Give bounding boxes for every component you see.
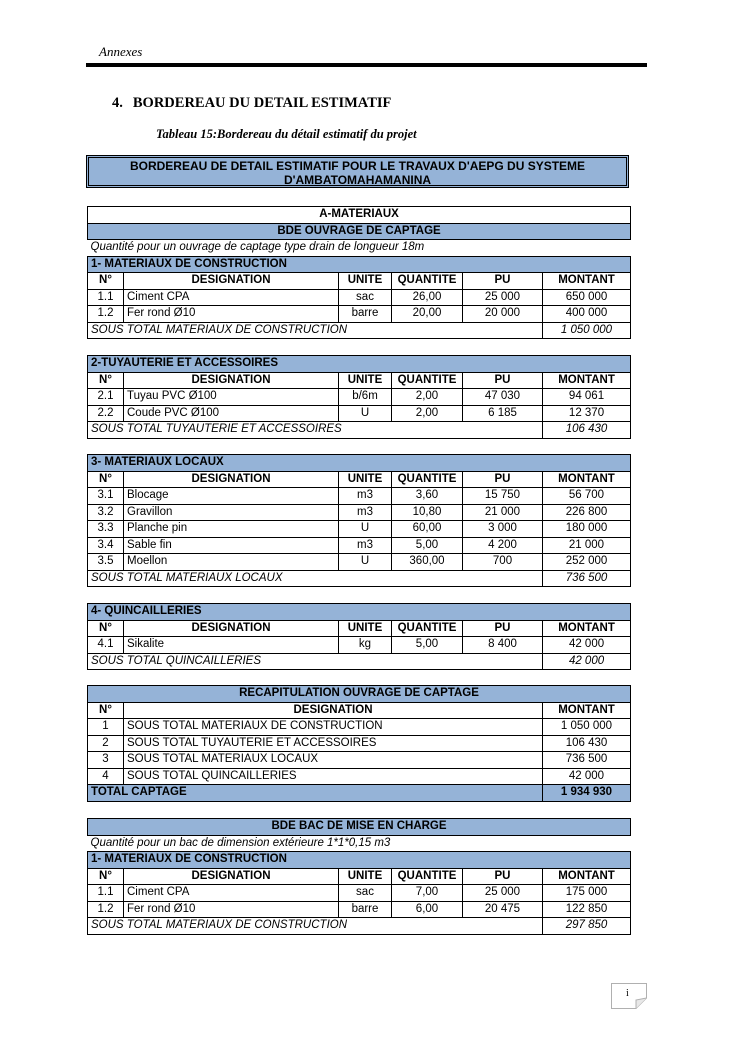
cell-unite: m3: [339, 504, 392, 521]
subtotal-label: SOUS TOTAL QUINCAILLERIES: [88, 653, 543, 670]
cell-quantite: 2,00: [392, 405, 463, 422]
cell-n: 3.5: [88, 554, 124, 571]
col-designation: DESIGNATION: [124, 702, 543, 719]
cell-pu: 8 400: [463, 637, 543, 654]
col-quantite: QUANTITE: [392, 868, 463, 885]
subtotal-row: [88, 322, 631, 339]
cell-pu: 4 200: [463, 537, 543, 554]
captage-note: Quantité pour un ouvrage de captage type drain de longueur 18m: [90, 241, 425, 254]
group-title: 3- MATERIAUX LOCAUX: [88, 455, 631, 472]
cell-pu: 3 000: [463, 521, 543, 538]
table-row: [88, 537, 631, 554]
column-header-row: [88, 702, 631, 719]
cell-designation: Coude PVC Ø100: [124, 405, 339, 422]
cell-quantite: 5,00: [392, 637, 463, 654]
cell-unite: sac: [339, 289, 392, 306]
col-designation: DESIGNATION: [124, 471, 339, 488]
group-title: 1- MATERIAUX DE CONSTRUCTION: [88, 852, 631, 869]
subtotal-row: [88, 918, 631, 935]
cell-designation: Gravillon: [124, 504, 339, 521]
col-n: N°: [88, 471, 124, 488]
cell-montant: 42 000: [543, 637, 631, 654]
cell-unite: sac: [339, 885, 392, 902]
group-title: 1- MATERIAUX DE CONSTRUCTION: [88, 256, 631, 273]
cell-designation: Sikalite: [124, 637, 339, 654]
col-montant: MONTANT: [543, 372, 631, 389]
table-row: [88, 521, 631, 538]
col-unite: UNITE: [339, 868, 392, 885]
col-n: N°: [88, 702, 124, 719]
cell-designation: Moellon: [124, 554, 339, 571]
cell-quantite: 6,00: [392, 901, 463, 918]
cell-pu: 21 000: [463, 504, 543, 521]
table-row: [88, 719, 631, 736]
table-row: [88, 637, 631, 654]
cell-n: 2: [88, 735, 124, 752]
table-row: [88, 885, 631, 902]
col-pu: PU: [463, 471, 543, 488]
col-pu: PU: [463, 620, 543, 637]
col-montant: MONTANT: [543, 868, 631, 885]
cell-n: 2.2: [88, 405, 124, 422]
cell-n: 3.4: [88, 537, 124, 554]
cell-designation: SOUS TOTAL QUINCAILLERIES: [124, 768, 543, 785]
cell-montant: 180 000: [543, 521, 631, 538]
col-quantite: QUANTITE: [392, 273, 463, 290]
cell-designation: Ciment CPA: [124, 289, 339, 306]
cell-n: 1.2: [88, 306, 124, 323]
col-n: N°: [88, 273, 124, 290]
cell-pu: 47 030: [463, 389, 543, 406]
cell-designation: SOUS TOTAL MATERIAUX LOCAUX: [124, 752, 543, 769]
cell-designation: Ciment CPA: [124, 885, 339, 902]
cell-unite: U: [339, 521, 392, 538]
cell-quantite: 10,80: [392, 504, 463, 521]
cell-n: 2.1: [88, 389, 124, 406]
column-header-row: [88, 273, 631, 290]
recap-table: [87, 685, 631, 802]
main-title-line1: BORDEREAU DE DETAIL ESTIMATIF POUR LE TRAVAUX D'AEPG DU SYSTEME: [129, 159, 586, 173]
cell-designation: SOUS TOTAL TUYAUTERIE ET ACCESSOIRES: [124, 735, 543, 752]
cell-unite: m3: [339, 537, 392, 554]
column-header-row: [88, 471, 631, 488]
cell-pu: 20 000: [463, 306, 543, 323]
tuyauterie-table: [87, 355, 631, 439]
cell-n: 1.2: [88, 901, 124, 918]
table-row: [88, 504, 631, 521]
cell-n: 3.3: [88, 521, 124, 538]
cell-montant: 736 500: [543, 752, 631, 769]
section-number: 4.: [112, 95, 123, 111]
subtotal-row: [88, 570, 631, 587]
subtotal-value: 297 850: [543, 918, 631, 935]
cell-n: 1.1: [88, 885, 124, 902]
running-header: Annexes: [99, 44, 143, 59]
cell-n: 4.1: [88, 637, 124, 654]
ouvrage-captage-title: BDE OUVRAGE DE CAPTAGE: [88, 223, 631, 240]
col-montant: MONTANT: [543, 702, 631, 719]
col-unite: UNITE: [339, 273, 392, 290]
table-row: [88, 735, 631, 752]
col-n: N°: [88, 620, 124, 637]
cell-n: 1: [88, 719, 124, 736]
total-label: TOTAL CAPTAGE: [88, 785, 543, 802]
group-title: 4- QUINCAILLERIES: [88, 604, 631, 621]
bac-title: BDE BAC DE MISE EN CHARGE: [88, 819, 631, 836]
col-unite: UNITE: [339, 620, 392, 637]
cell-designation: Tuyau PVC Ø100: [124, 389, 339, 406]
table-row: [88, 901, 631, 918]
col-pu: PU: [463, 372, 543, 389]
cell-unite: barre: [339, 306, 392, 323]
bac-table: [87, 818, 631, 935]
column-header-row: [88, 620, 631, 637]
col-quantite: QUANTITE: [392, 372, 463, 389]
cell-quantite: 3,60: [392, 488, 463, 505]
group-title: 2-TUYAUTERIE ET ACCESSOIRES: [88, 356, 631, 373]
cell-montant: 106 430: [543, 735, 631, 752]
col-designation: DESIGNATION: [124, 372, 339, 389]
quincailleries-table: [87, 603, 631, 670]
materiaux-locaux-table: [87, 454, 631, 587]
cell-unite: b/6m: [339, 389, 392, 406]
col-n: N°: [88, 372, 124, 389]
table-row: [88, 389, 631, 406]
cell-montant: 94 061: [543, 389, 631, 406]
cell-pu: 6 185: [463, 405, 543, 422]
cell-unite: U: [339, 405, 392, 422]
cell-designation: SOUS TOTAL MATERIAUX DE CONSTRUCTION: [124, 719, 543, 736]
page-fold-icon: [611, 983, 647, 1009]
cell-pu: 25 000: [463, 885, 543, 902]
cell-pu: 20 475: [463, 901, 543, 918]
cell-designation: Blocage: [124, 488, 339, 505]
cell-designation: Fer rond Ø10: [124, 306, 339, 323]
col-montant: MONTANT: [543, 471, 631, 488]
cell-montant: 21 000: [543, 537, 631, 554]
materiaux-title: A-MATERIAUX: [88, 207, 631, 224]
subtotal-value: 42 000: [543, 653, 631, 670]
cell-designation: Fer rond Ø10: [124, 901, 339, 918]
col-pu: PU: [463, 273, 543, 290]
total-row: [88, 785, 631, 802]
table-row: [88, 488, 631, 505]
cell-n: 3.2: [88, 504, 124, 521]
section-title: BORDEREAU DU DETAIL ESTIMATIF: [132, 95, 392, 111]
col-designation: DESIGNATION: [124, 620, 339, 637]
cell-n: 1.1: [88, 289, 124, 306]
cell-montant: 226 800: [543, 504, 631, 521]
cell-quantite: 20,00: [392, 306, 463, 323]
column-header-row: [88, 372, 631, 389]
section-heading: [112, 95, 391, 112]
table-row: [88, 554, 631, 571]
col-designation: DESIGNATION: [124, 273, 339, 290]
page-number: i: [626, 988, 629, 999]
cell-quantite: 5,00: [392, 537, 463, 554]
header-rule: [86, 63, 647, 67]
cell-montant: 12 370: [543, 405, 631, 422]
subtotal-row: [88, 653, 631, 670]
subtotal-row: [88, 422, 631, 439]
bac-note: Quantité pour un bac de dimension extérieure 1*1*0,15 m3: [90, 836, 391, 849]
column-header-row: [88, 868, 631, 885]
table-row: [88, 289, 631, 306]
cell-quantite: 2,00: [392, 389, 463, 406]
subtotal-label: SOUS TOTAL MATERIAUX LOCAUX: [88, 570, 543, 587]
cell-quantite: 26,00: [392, 289, 463, 306]
cell-pu: 700: [463, 554, 543, 571]
subtotal-value: 736 500: [543, 570, 631, 587]
subtotal-value: 106 430: [543, 422, 631, 439]
col-designation: DESIGNATION: [124, 868, 339, 885]
cell-montant: 1 050 000: [543, 719, 631, 736]
cell-n: 3.1: [88, 488, 124, 505]
table-row: [88, 768, 631, 785]
cell-montant: 175 000: [543, 885, 631, 902]
cell-unite: m3: [339, 488, 392, 505]
table-caption: Tableau 15:Bordereau du détail estimatif du projet: [156, 127, 417, 141]
cell-montant: 400 000: [543, 306, 631, 323]
cell-pu: 15 750: [463, 488, 543, 505]
cell-montant: 122 850: [543, 901, 631, 918]
main-title-line2: D'AMBATOMAHAMANINA: [283, 173, 432, 187]
col-pu: PU: [463, 868, 543, 885]
subtotal-label: SOUS TOTAL MATERIAUX DE CONSTRUCTION: [88, 918, 543, 935]
cell-unite: barre: [339, 901, 392, 918]
col-quantite: QUANTITE: [392, 620, 463, 637]
col-quantite: QUANTITE: [392, 471, 463, 488]
cell-designation: Planche pin: [124, 521, 339, 538]
cell-n: 3: [88, 752, 124, 769]
cell-unite: kg: [339, 637, 392, 654]
col-n: N°: [88, 868, 124, 885]
cell-quantite: 360,00: [392, 554, 463, 571]
recap-title: RECAPITULATION OUVRAGE DE CAPTAGE: [88, 686, 631, 703]
cell-montant: 56 700: [543, 488, 631, 505]
subtotal-label: SOUS TOTAL MATERIAUX DE CONSTRUCTION: [88, 322, 543, 339]
subtotal-value: 1 050 000: [543, 322, 631, 339]
table-row: [88, 405, 631, 422]
cell-montant: 650 000: [543, 289, 631, 306]
subtotal-label: SOUS TOTAL TUYAUTERIE ET ACCESSOIRES: [88, 422, 543, 439]
cell-montant: 252 000: [543, 554, 631, 571]
col-montant: MONTANT: [543, 620, 631, 637]
cell-pu: 25 000: [463, 289, 543, 306]
cell-quantite: 7,00: [392, 885, 463, 902]
col-montant: MONTANT: [543, 273, 631, 290]
col-unite: UNITE: [339, 372, 392, 389]
total-value: 1 934 930: [543, 785, 631, 802]
table-row: [88, 752, 631, 769]
col-unite: UNITE: [339, 471, 392, 488]
cell-quantite: 60,00: [392, 521, 463, 538]
cell-designation: Sable fin: [124, 537, 339, 554]
table-row: [88, 306, 631, 323]
cell-montant: 42 000: [543, 768, 631, 785]
cell-n: 4: [88, 768, 124, 785]
main-title-box: [86, 155, 629, 188]
materiaux-construction-table: [87, 206, 631, 339]
cell-unite: U: [339, 554, 392, 571]
